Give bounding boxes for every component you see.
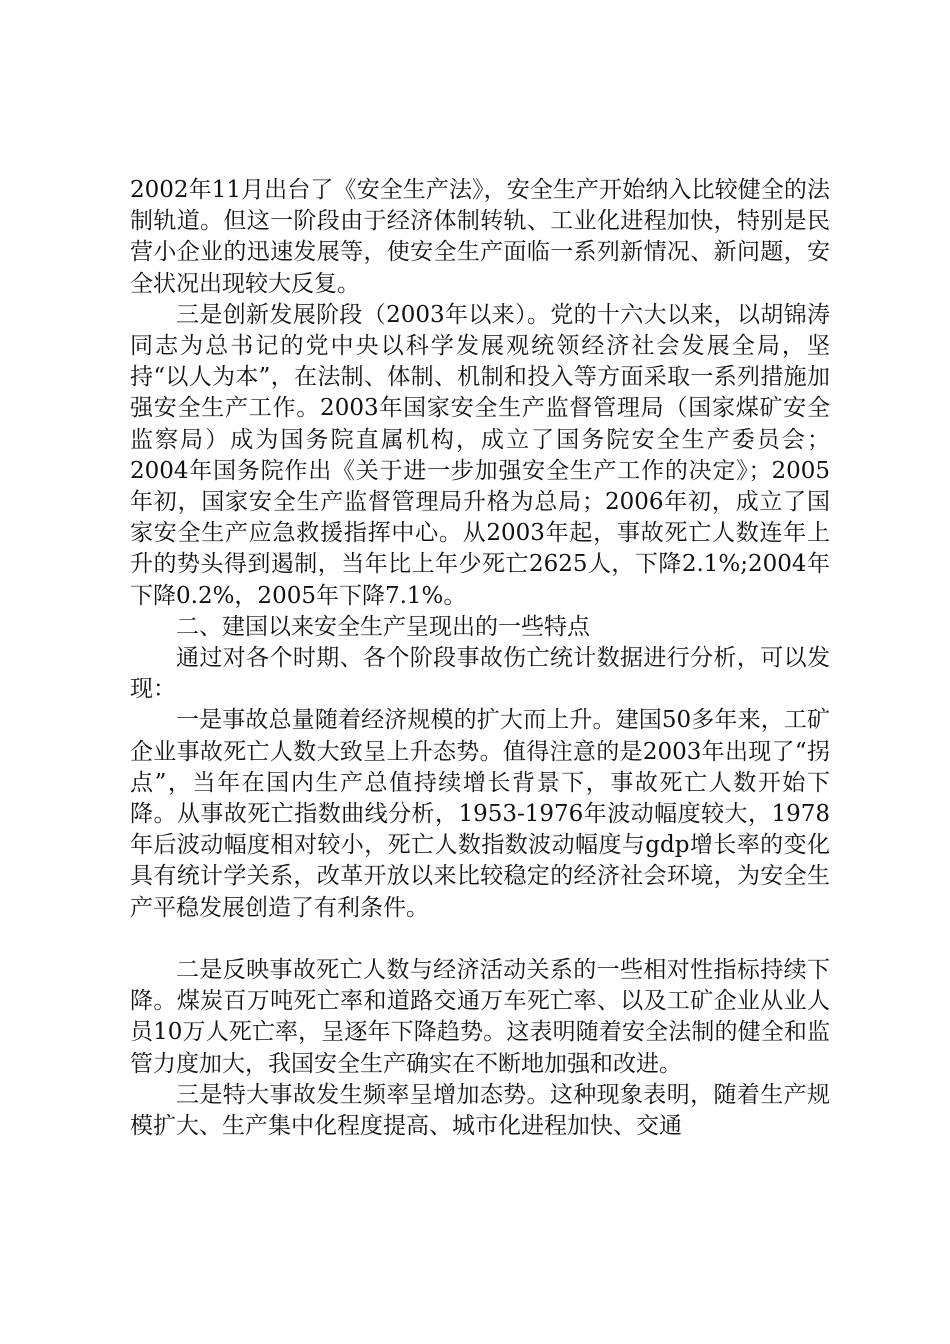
paragraph-innovation-stage: 三是创新发展阶段（2003年以来）。党的十六大以来，以胡锦涛同志为总书记的党中央以科学发展观统领经济社会发展全局，坚持“以人为本”，在法制、体制、机制和投入等方面采取一系列措施加强安全生产工作。2003年国家安全生产监督管理局（国家煤矿安全监察局）成为国务院直属机构，成立了国务院安全生产委员会；2004年国务院作出《关于进一步加强安全生产工作的决定》；2005年初，国家安全生产监督管理局升格为总局；2006年初，成立了国家安全生产应急救援指挥中心。从2003年起，事故死亡人数连年上升的势头得到遏制，当年比上年少死亡2625人，下降2.1%;2004年下降0.2%，2005年下降7.1%。 <box>130 301 830 609</box>
paragraph-point-three: 三是特大事故发生频率呈增加态势。这种现象表明，随着生产规模扩大、生产集中化程度提高、城市化进程加快、交通 <box>130 1081 830 1140</box>
document-body <box>130 175 830 1142</box>
paragraph-point-one: 一是事故总量随着经济规模的扩大而上升。建国50多年来，工矿企业事故死亡人数大致呈上升态势。值得注意的是2003年出现了“拐点”，当年在国内生产总值持续增长背景下，事故死亡人数开始下降。从事故死亡指数曲线分析，1953-1976年波动幅度较大，1978年后波动幅度相对较小，死亡人数指数波动幅度与gdp增长率的变化具有统计学关系，改革开放以来比较稳定的经济社会环境，为安全生产平稳发展创造了有利条件。 <box>130 707 830 921</box>
paragraph-analysis-intro: 通过对各个时期、各个阶段事故伤亡统计数据进行分析，可以发现： <box>130 645 830 703</box>
blank-line <box>130 924 830 955</box>
section-heading-characteristics: 二、建国以来安全生产呈现出的一些特点 <box>176 613 590 640</box>
paragraph-safety-law: 2002年11月出台了《安全生产法》，安全生产开始纳入比较健全的法制轨道。但这一阶段由于经济体制转轨、工业化进程加快，特别是民营小企业的迅速发展等，使安全生产面临一系列新情况、新问题，安全状况出现较大反复。 <box>130 177 830 297</box>
paragraph-point-two: 二是反映事故死亡人数与经济活动关系的一些相对性指标持续下降。煤炭百万吨死亡率和道路交通万车死亡率、以及工矿企业从业人员10万人死亡率，呈逐年下降趋势。这表明随着安全法制的健全和监管力度加大，我国安全生产确实在不断地加强和改进。 <box>130 957 830 1077</box>
